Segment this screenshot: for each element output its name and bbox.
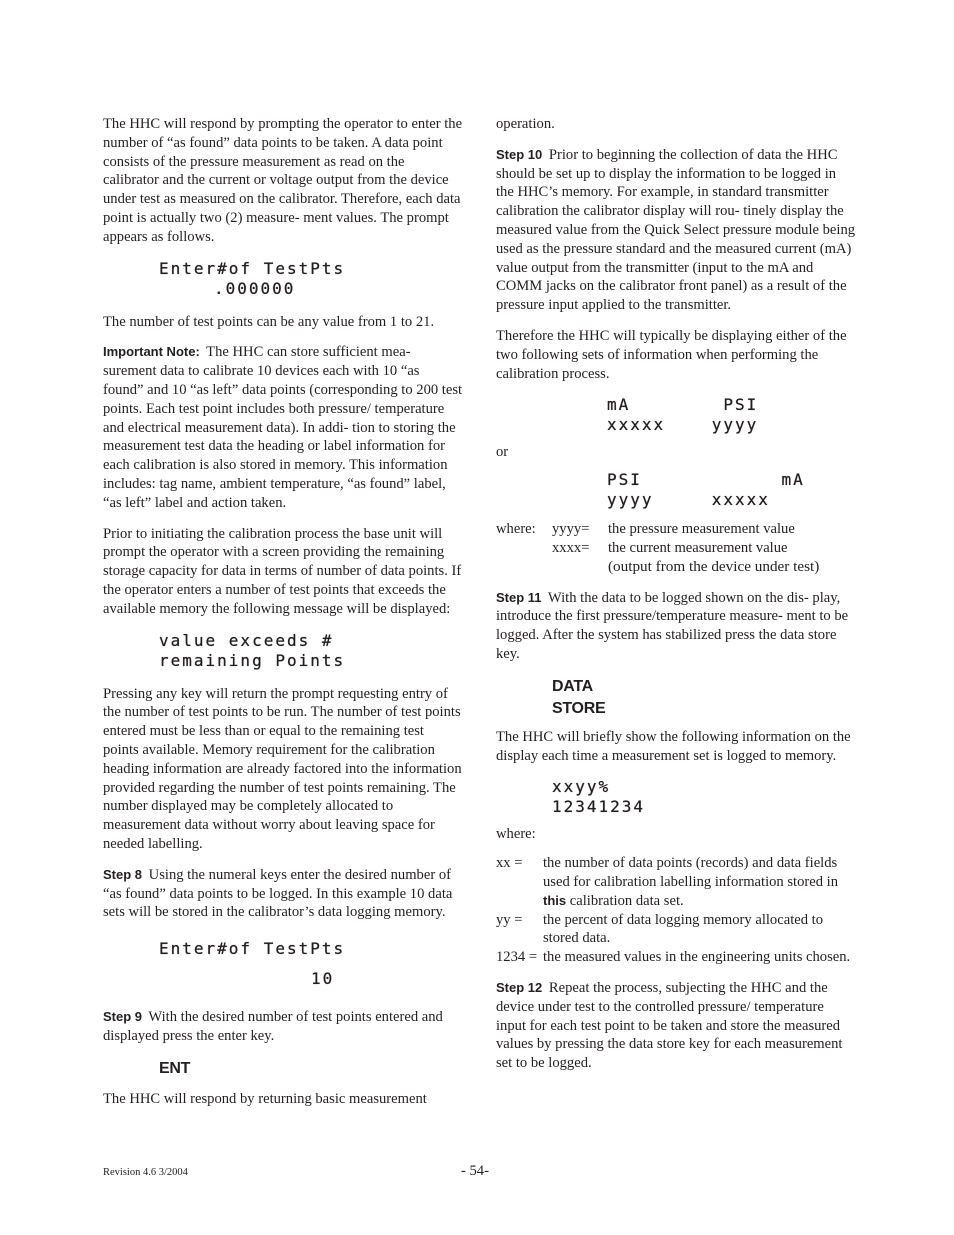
where-legend-2 [496, 854, 856, 967]
lcd-display-entry [159, 934, 463, 994]
step-12 [496, 979, 856, 1073]
lcd-display-prompt [159, 259, 463, 299]
left-column [103, 115, 463, 1120]
legend-row [496, 948, 856, 967]
key-line: DATA [552, 677, 593, 695]
legend-row [496, 911, 856, 949]
legend-key: yy = [496, 911, 523, 928]
legend-emphasis: this [543, 892, 567, 908]
lcd-display-psi-ma [607, 470, 856, 510]
lcd-line: Enter#of TestPts [159, 258, 346, 278]
step-label: Step 10 [496, 146, 543, 162]
step-11 [496, 589, 856, 664]
where-value: (output from the device under test) [608, 557, 820, 575]
step-label: Step 9 [103, 1009, 143, 1025]
where-label: where: [496, 826, 536, 843]
where-row [496, 539, 856, 558]
step-text: Prior to beginning the collection of data the HHC should be set up to display the information to be logged in the HHC’s memory. For example, in standard transmitter calibration the calibrator display will rou- tinely display the measured value from the Quick Select pressure module being used as the pressure standard and the measured current (mA) value output from the transmitter (input to the mA and COMM jacks on the calibrator front panel) as a result of the pressure input applied to the transmitter. [496, 146, 856, 314]
lcd-line: remaining Points [159, 650, 346, 670]
note-label: Important Note: [103, 344, 200, 360]
key-line: STORE [552, 699, 606, 717]
step-label: Step 8 [103, 866, 143, 882]
paragraph: The HHC will respond by prompting the operator to enter the number of “as found” data points to be taken. A data point consists of the pressure measurement as read on the calibrator and the current or voltage output from the device under test as measured on the calibrator. Therefore, each data point is actually two (2) measure- ment values. The prompt appears as follows. [103, 116, 463, 245]
paragraph: The number of test points can be any value from 1 to 21. [103, 313, 435, 330]
step-text: With the data to be logged shown on the dis- play, introduce the first pressure/temperature measure- ment to be logged. After the system has stabilized press the data store key. [496, 589, 849, 662]
lcd-line: Enter#of TestPts [159, 939, 346, 959]
step-text: Repeat the process, subjecting the HHC and the device under test to the controlled pressure/ temperature input for each test point to be taken and store the measured values by pressing the data store key for each measurement set to be logged. [496, 979, 843, 1072]
lcd-display-ma-psi [607, 395, 856, 435]
lcd-line: xxxxx yyyy [607, 415, 759, 435]
where-row [496, 558, 856, 577]
ent-key-label: ENT [159, 1059, 191, 1077]
data-store-key-label [552, 676, 856, 720]
where-value: the pressure measurement value [608, 521, 795, 538]
important-note [103, 343, 463, 512]
legend-row [496, 854, 856, 910]
paragraph: The HHC will briefly show the following information on the display each time a measurement set is logged to memory. [496, 728, 851, 764]
lcd-line: .000000 [214, 278, 296, 298]
where-key: yyyy= [552, 521, 590, 538]
paragraph: Prior to initiating the calibration process the base unit will prompt the operator with a screen providing the remaining storage capacity for data in terms of number of data points. If the operator enters a number of test points that exceeds the available memory the following message will be displayed: [103, 525, 462, 617]
or-text: or [496, 444, 509, 461]
step-label: Step 11 [496, 589, 542, 605]
revision-footer: Revision 4.6 3/2004 [103, 1167, 188, 1178]
legend-value: the number of data points (records) and data fields used for calibration labelling information stored in [543, 855, 839, 890]
step-8 [103, 866, 463, 922]
lcd-line: 10 [311, 969, 335, 989]
note-text: The HHC can store sufficient mea- surement data to calibrate 10 devices each with 10 “as found” and 10 “as left” data points (corresponding to 200 test points. Each test point includes both pressure/ temperature and electrical measurement data). In addi- tion to storing the measurement test data the heading or label information for each calibration is also stored in memory. This information includes: tag name, ambient temperature, “as found” label, “as left” label and action taken. [103, 344, 463, 511]
legend-key: xx = [496, 855, 523, 872]
lcd-line: xxyy% [552, 777, 611, 797]
paragraph: Therefore the HHC will typically be displaying either of the two following sets of information when performing the calibration process. [496, 327, 847, 382]
step-text: Using the numeral keys enter the desired number of “as found” data points to be logged. In this example 10 data sets will be stored in the calibrator’s data logging memory. [103, 866, 453, 921]
lcd-line: value exceeds # [159, 630, 334, 650]
paragraph: The HHC will respond by returning basic measurement [103, 1090, 427, 1107]
where-key: xxxx= [552, 539, 590, 556]
lcd-line: PSI mA [607, 470, 805, 490]
lcd-line: 12341234 [552, 797, 646, 817]
page-number: - 54- [461, 1163, 489, 1179]
step-label: Step 12 [496, 979, 543, 995]
lcd-line: mA PSI [607, 395, 759, 415]
paragraph: Pressing any key will return the prompt requesting entry of the number of test points to be run. The number of test points entered must be less than or equal to the remaining test points available. Memory requirement for the calibration heading information are already factored into the information provided regarding the number of test points remaining. The number displayed may be completely allocated to measurement data without worry about leaving space for needed labelling. [103, 685, 462, 852]
legend-value: the measured values in the engineering units chosen. [543, 949, 851, 966]
step-10 [496, 146, 856, 315]
where-value: the current measurement value [608, 539, 788, 556]
lcd-display-warning [159, 631, 463, 671]
where-row [496, 520, 856, 539]
legend-key: 1234 = [496, 949, 538, 966]
legend-value: calibration data set. [569, 892, 684, 909]
where-label: where: [496, 521, 536, 538]
lcd-display-log [552, 777, 856, 817]
step-9 [103, 1008, 463, 1046]
legend-value: the percent of data logging memory allocated to stored data. [543, 911, 824, 947]
paragraph: operation. [496, 116, 555, 132]
where-legend-1 [496, 520, 856, 576]
step-text: With the desired number of test points entered and displayed press the enter key. [103, 1009, 443, 1044]
lcd-line: yyyy xxxxx [607, 490, 770, 510]
right-column [496, 115, 856, 1085]
